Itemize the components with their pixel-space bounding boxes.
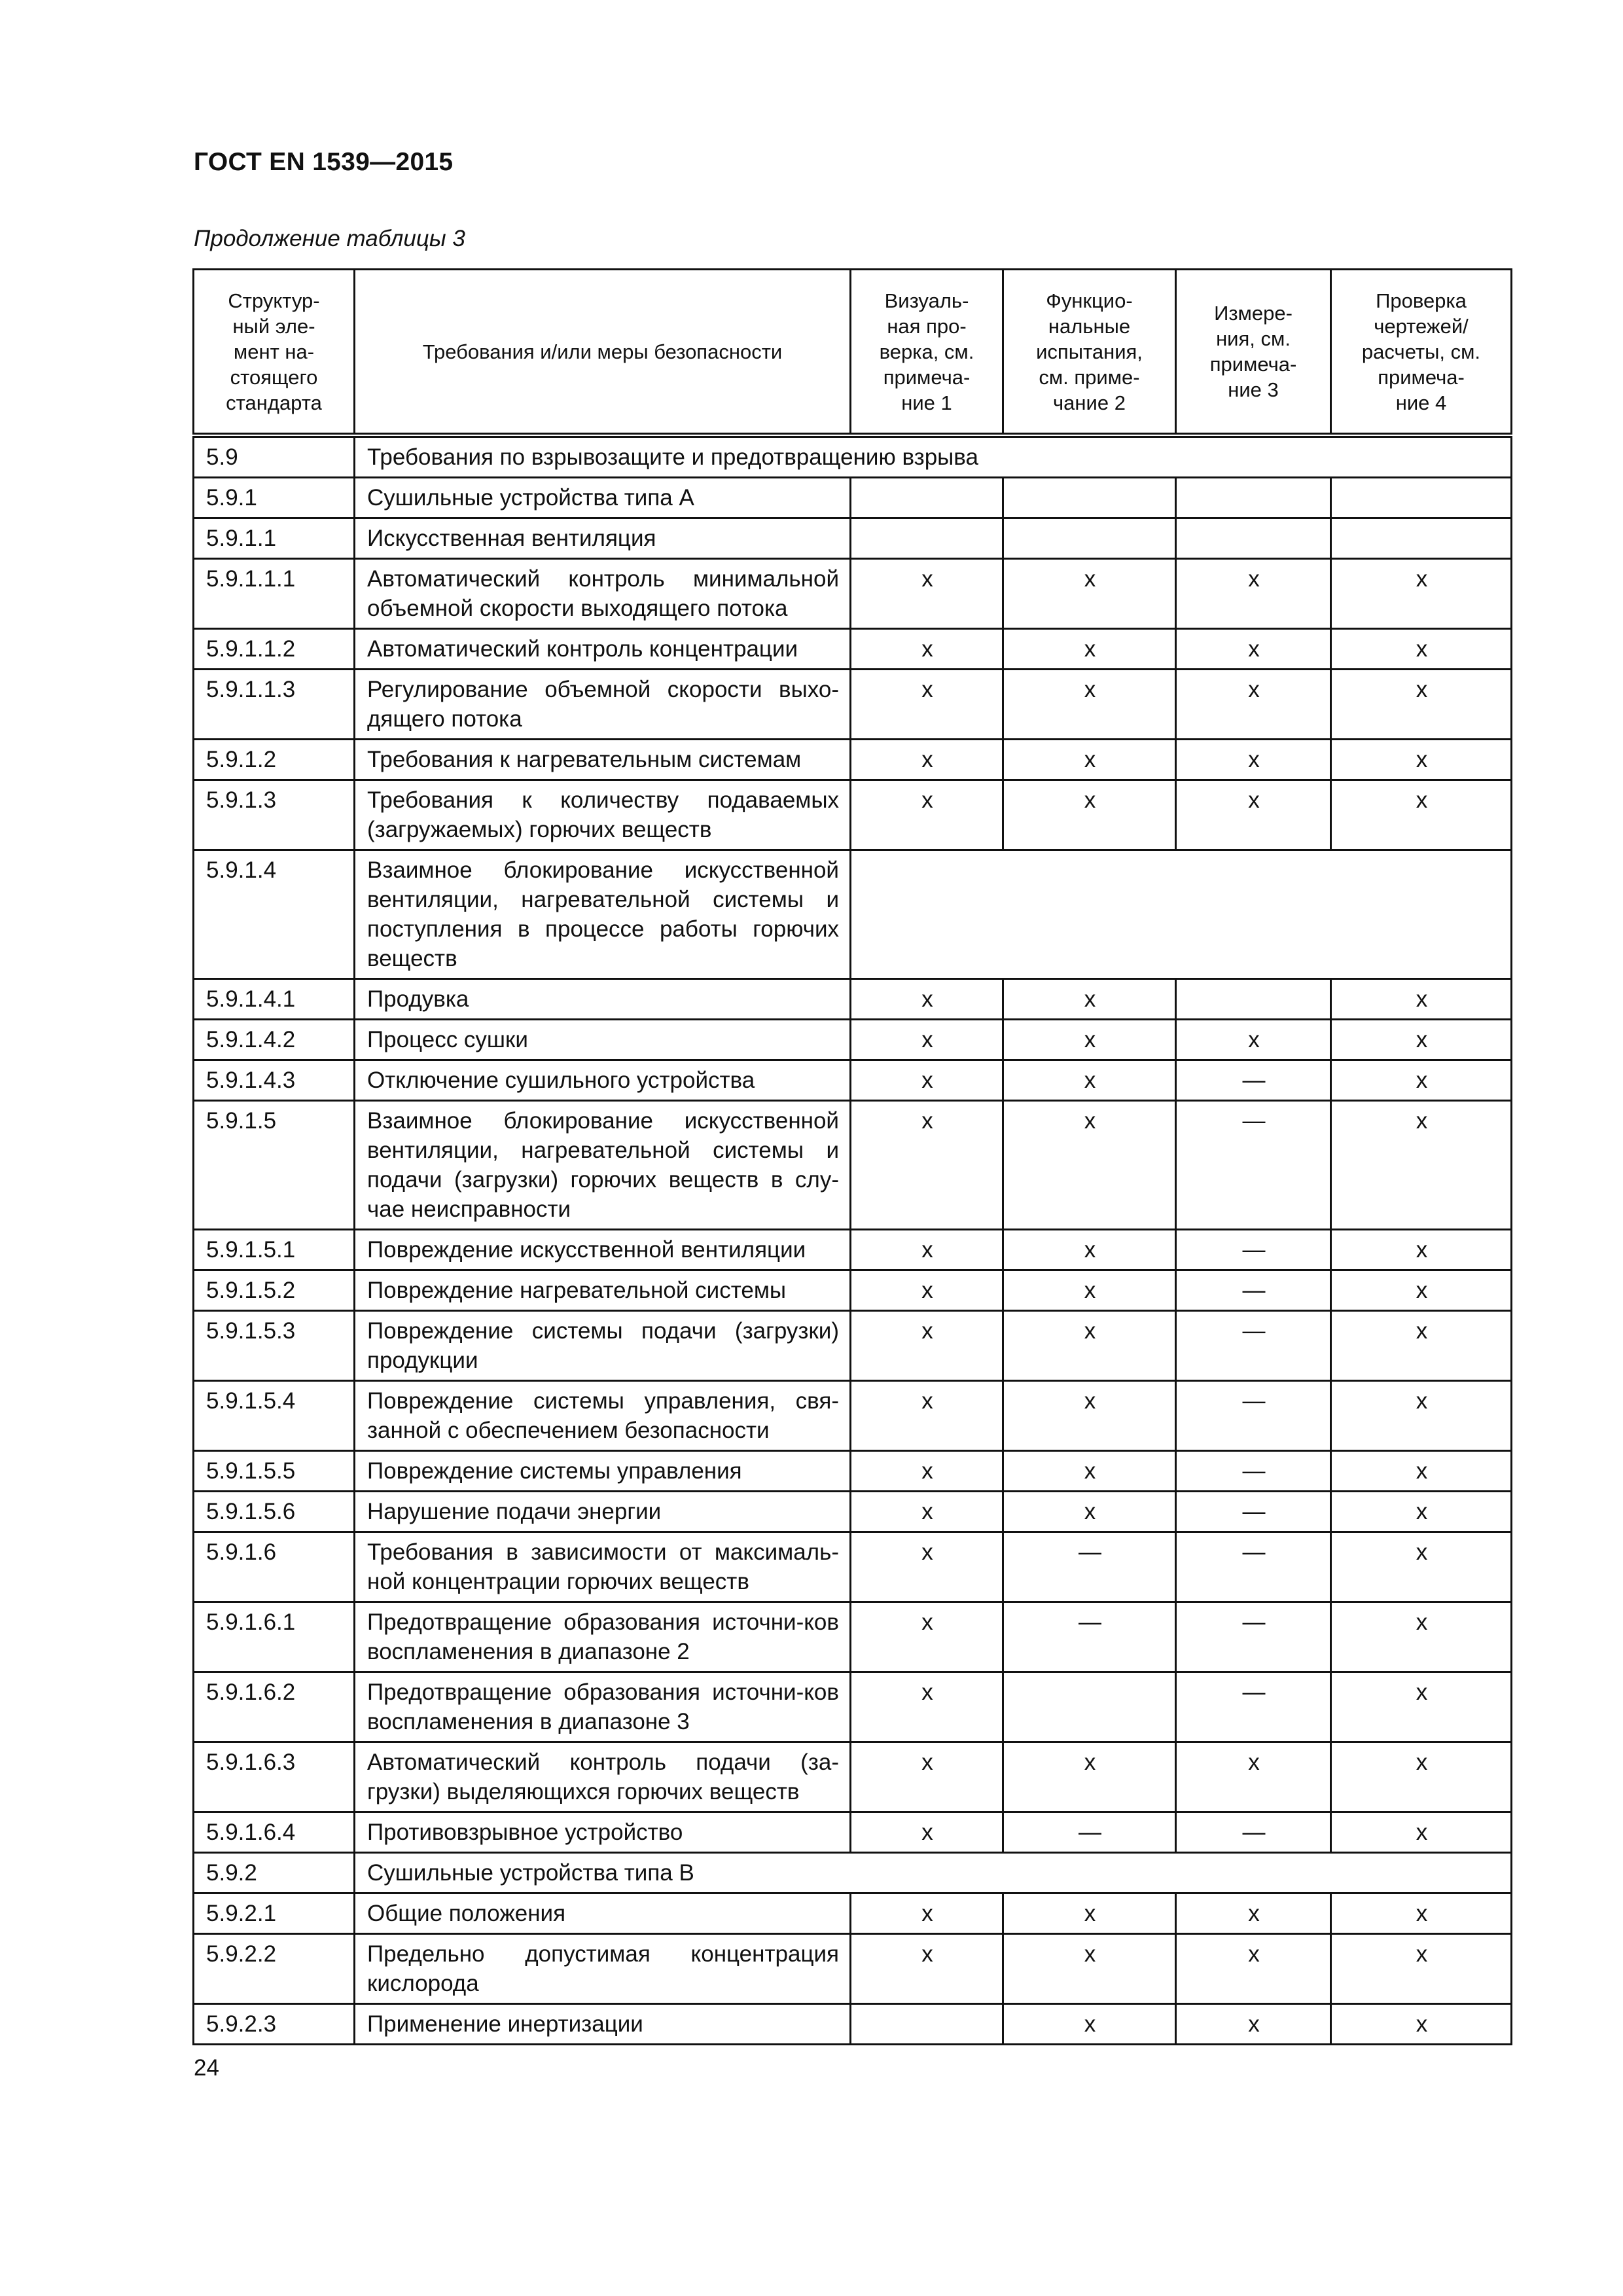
requirement-text: Противовзрывное устройство <box>355 1812 851 1853</box>
visual-check-mark: x <box>851 979 1003 1020</box>
drawing-check-mark: x <box>1331 1020 1512 1060</box>
requirement-text: Требования в зависимости от максималь-ной концентрации горючих веществ <box>355 1532 851 1602</box>
functional-test-mark: x <box>1003 1492 1176 1532</box>
requirement-text: Процесс сушки <box>355 1020 851 1060</box>
functional-test-mark: x <box>1003 1270 1176 1311</box>
visual-check-mark: x <box>851 1672 1003 1742</box>
clause-number: 5.9.1.4.1 <box>194 979 355 1020</box>
requirement-text: Предельно допустимая концентрация кислорода <box>355 1934 851 2004</box>
drawing-check-mark: x <box>1331 1672 1512 1742</box>
drawing-check-mark: x <box>1331 1311 1512 1381</box>
header-text-line: ный эле- <box>232 314 315 338</box>
drawing-check-mark: x <box>1331 629 1512 670</box>
header-text-line: Измере- <box>1214 302 1293 325</box>
header-measurements <box>1176 270 1331 436</box>
functional-test-mark: x <box>1003 979 1176 1020</box>
clause-number: 5.9.1.6.3 <box>194 1742 355 1812</box>
functional-test-mark: x <box>1003 740 1176 780</box>
visual-check-mark: x <box>851 1060 1003 1101</box>
header-text-line: см. приме- <box>1039 365 1140 389</box>
clause-number: 5.9.1.5.4 <box>194 1381 355 1451</box>
header-text-line: мент на- <box>233 340 315 363</box>
document-title: ГОСТ EN 1539—2015 <box>194 148 454 176</box>
functional-test-mark: x <box>1003 1934 1176 2004</box>
visual-check-mark: x <box>851 670 1003 740</box>
header-structural-element <box>194 270 355 436</box>
functional-test-mark: x <box>1003 780 1176 850</box>
functional-test-mark: x <box>1003 2004 1176 2045</box>
drawing-check-mark: x <box>1331 1934 1512 2004</box>
visual-check-mark: x <box>851 1230 1003 1270</box>
requirement-text: Повреждение системы управления, свя-занной с обеспечением безопасности <box>355 1381 851 1451</box>
requirement-text: Предотвращение образования источни-ков воспламенения в диапазоне 2 <box>355 1602 851 1672</box>
visual-check-mark: x <box>851 1532 1003 1602</box>
header-text-line: испытания, <box>1036 340 1143 363</box>
functional-test-mark: — <box>1003 1602 1176 1672</box>
table-row <box>194 478 1512 518</box>
drawing-check-mark <box>1331 478 1512 518</box>
drawing-check-mark: x <box>1331 1532 1512 1602</box>
functional-test-mark: x <box>1003 559 1176 629</box>
drawing-check-mark: x <box>1331 670 1512 740</box>
visual-check-mark: x <box>851 1492 1003 1532</box>
table-row <box>194 979 1512 1020</box>
table-row <box>194 1270 1512 1311</box>
table-row <box>194 2004 1512 2045</box>
merged-empty-cell <box>851 850 1512 979</box>
requirement-text: Повреждение системы подачи (загрузки) продукции <box>355 1311 851 1381</box>
visual-check-mark: x <box>851 1602 1003 1672</box>
measurement-mark <box>1176 478 1331 518</box>
table-row <box>194 1020 1512 1060</box>
clause-number: 5.9.1.4.3 <box>194 1060 355 1101</box>
functional-test-mark: x <box>1003 670 1176 740</box>
measurement-mark: — <box>1176 1672 1331 1742</box>
header-text-line: ние 4 <box>1395 391 1447 414</box>
table-row <box>194 629 1512 670</box>
header-text-line: Визуаль- <box>884 289 969 312</box>
functional-test-mark: x <box>1003 1451 1176 1492</box>
measurement-mark: — <box>1176 1270 1331 1311</box>
requirement-text: Сушильные устройства типа В <box>355 1853 1512 1893</box>
clause-number: 5.9.1.1.3 <box>194 670 355 740</box>
requirements-table <box>192 268 1512 2045</box>
clause-number: 5.9.2.1 <box>194 1893 355 1934</box>
clause-number: 5.9.1.5.2 <box>194 1270 355 1311</box>
header-text-line: расчеты, см. <box>1361 340 1481 363</box>
measurement-mark: x <box>1176 1893 1331 1934</box>
drawing-check-mark: x <box>1331 2004 1512 2045</box>
header-text-line: Проверка <box>1376 289 1467 312</box>
clause-number: 5.9.1.3 <box>194 780 355 850</box>
header-text-line: ние 1 <box>901 391 952 414</box>
table-row <box>194 1060 1512 1101</box>
drawing-check-mark: x <box>1331 1230 1512 1270</box>
clause-number: 5.9.1.5.3 <box>194 1311 355 1381</box>
requirement-text: Регулирование объемной скорости выхо-дящего потока <box>355 670 851 740</box>
clause-number: 5.9.2.2 <box>194 1934 355 2004</box>
table-row <box>194 850 1512 979</box>
visual-check-mark: x <box>851 1311 1003 1381</box>
drawing-check-mark: x <box>1331 1381 1512 1451</box>
table-row <box>194 1381 1512 1451</box>
table-row <box>194 1101 1512 1230</box>
visual-check-mark: x <box>851 1381 1003 1451</box>
visual-check-mark <box>851 2004 1003 2045</box>
header-text-line: чертежей/ <box>1374 314 1469 338</box>
measurement-mark: — <box>1176 1492 1331 1532</box>
measurement-mark: x <box>1176 1742 1331 1812</box>
table-caption: Продолжение таблицы 3 <box>194 226 465 251</box>
requirement-text: Автоматический контроль концентрации <box>355 629 851 670</box>
visual-check-mark: x <box>851 1270 1003 1311</box>
header-text-line: стоящего <box>230 365 318 389</box>
requirement-text: Автоматический контроль подачи (за-грузки) выделяющихся горючих веществ <box>355 1742 851 1812</box>
requirement-text: Взаимное блокирование искусственной вентиляции, нагревательной системы и подачи (загрузки) горючих веществ в слу-чае неисправности <box>355 1101 851 1230</box>
measurement-mark: x <box>1176 1020 1331 1060</box>
visual-check-mark: x <box>851 559 1003 629</box>
drawing-check-mark: x <box>1331 780 1512 850</box>
requirement-text: Автоматический контроль минимальной объемной скорости выходящего потока <box>355 559 851 629</box>
requirement-text: Нарушение подачи энергии <box>355 1492 851 1532</box>
requirement-text: Общие положения <box>355 1893 851 1934</box>
functional-test-mark <box>1003 518 1176 559</box>
table-row <box>194 1230 1512 1270</box>
table-row <box>194 518 1512 559</box>
drawing-check-mark: x <box>1331 1060 1512 1101</box>
table-row <box>194 1451 1512 1492</box>
header-text-line: ния, см. <box>1216 327 1291 350</box>
visual-check-mark: x <box>851 629 1003 670</box>
requirement-text: Повреждение системы управления <box>355 1451 851 1492</box>
clause-number: 5.9.1.4 <box>194 850 355 979</box>
header-visual-check <box>851 270 1003 436</box>
drawing-check-mark: x <box>1331 740 1512 780</box>
measurement-mark: — <box>1176 1381 1331 1451</box>
measurement-mark: x <box>1176 670 1331 740</box>
measurement-mark: — <box>1176 1060 1331 1101</box>
header-text-line: чание 2 <box>1053 391 1126 414</box>
clause-number: 5.9.2.3 <box>194 2004 355 2045</box>
header-text-line: примеча- <box>1378 365 1465 389</box>
table-row <box>194 740 1512 780</box>
functional-test-mark: x <box>1003 1893 1176 1934</box>
functional-test-mark: — <box>1003 1532 1176 1602</box>
measurement-mark: x <box>1176 1934 1331 2004</box>
requirement-text: Продувка <box>355 979 851 1020</box>
measurement-mark: — <box>1176 1451 1331 1492</box>
table-header-row <box>194 270 1512 436</box>
measurement-mark: x <box>1176 740 1331 780</box>
measurement-mark: x <box>1176 780 1331 850</box>
measurement-mark: — <box>1176 1602 1331 1672</box>
header-text-line: стандарта <box>226 391 322 414</box>
header-text-line: примеча- <box>883 365 971 389</box>
header-text-line: Структур- <box>228 289 320 312</box>
header-text-line: Функцио- <box>1046 289 1133 312</box>
requirement-text: Взаимное блокирование искусственной вентиляции, нагревательной системы и поступления в процессе работы горючих веществ <box>355 850 851 979</box>
page-number: 24 <box>194 2055 219 2081</box>
functional-test-mark: x <box>1003 1101 1176 1230</box>
table-row <box>194 1812 1512 1853</box>
header-text-line: примеча- <box>1209 353 1297 376</box>
functional-test-mark <box>1003 478 1176 518</box>
header-text-line: ние 3 <box>1228 378 1279 401</box>
table-row <box>194 1893 1512 1934</box>
table-row <box>194 1311 1512 1381</box>
table-row <box>194 1672 1512 1742</box>
clause-number: 5.9.1.2 <box>194 740 355 780</box>
table-row <box>194 1492 1512 1532</box>
visual-check-mark: x <box>851 1020 1003 1060</box>
measurement-mark <box>1176 979 1331 1020</box>
table-row <box>194 559 1512 629</box>
table-body <box>194 435 1512 2045</box>
header-requirements <box>355 270 851 436</box>
clause-number: 5.9.1.6.2 <box>194 1672 355 1742</box>
table-row <box>194 1853 1512 1893</box>
functional-test-mark <box>1003 1672 1176 1742</box>
table-row <box>194 1742 1512 1812</box>
requirement-text: Предотвращение образования источни-ков воспламенения в диапазоне 3 <box>355 1672 851 1742</box>
measurement-mark: — <box>1176 1812 1331 1853</box>
clause-number: 5.9.2 <box>194 1853 355 1893</box>
table-row <box>194 435 1512 478</box>
visual-check-mark: x <box>851 1451 1003 1492</box>
functional-test-mark: x <box>1003 1060 1176 1101</box>
functional-test-mark: x <box>1003 1020 1176 1060</box>
functional-test-mark: x <box>1003 1230 1176 1270</box>
clause-number: 5.9.1.6.1 <box>194 1602 355 1672</box>
drawing-check-mark: x <box>1331 979 1512 1020</box>
measurement-mark: — <box>1176 1311 1331 1381</box>
measurement-mark: — <box>1176 1101 1331 1230</box>
requirement-text: Сушильные устройства типа А <box>355 478 851 518</box>
drawing-check-mark: x <box>1331 1451 1512 1492</box>
header-text-line: Требования и/или меры безопасности <box>422 340 783 363</box>
visual-check-mark <box>851 518 1003 559</box>
visual-check-mark: x <box>851 740 1003 780</box>
clause-number: 5.9 <box>194 435 355 478</box>
drawing-check-mark: x <box>1331 1893 1512 1934</box>
functional-test-mark: — <box>1003 1812 1176 1853</box>
header-drawings-check <box>1331 270 1512 436</box>
clause-number: 5.9.1.1 <box>194 518 355 559</box>
requirement-text: Требования по взрывозащите и предотвращению взрыва <box>355 435 1512 478</box>
header-text-line: нальные <box>1048 314 1131 338</box>
functional-test-mark: x <box>1003 1311 1176 1381</box>
drawing-check-mark: x <box>1331 1270 1512 1311</box>
measurement-mark <box>1176 518 1331 559</box>
table-row <box>194 670 1512 740</box>
drawing-check-mark: x <box>1331 1742 1512 1812</box>
visual-check-mark: x <box>851 1893 1003 1934</box>
drawing-check-mark: x <box>1331 1101 1512 1230</box>
table-row <box>194 780 1512 850</box>
clause-number: 5.9.1 <box>194 478 355 518</box>
table-row <box>194 1934 1512 2004</box>
visual-check-mark: x <box>851 1101 1003 1230</box>
table-row <box>194 1532 1512 1602</box>
table-row <box>194 1602 1512 1672</box>
measurement-mark: — <box>1176 1532 1331 1602</box>
drawing-check-mark <box>1331 518 1512 559</box>
requirement-text: Отключение сушильного устройства <box>355 1060 851 1101</box>
functional-test-mark: x <box>1003 629 1176 670</box>
requirement-text: Требования к нагревательным системам <box>355 740 851 780</box>
drawing-check-mark: x <box>1331 1812 1512 1853</box>
requirement-text: Искусственная вентиляция <box>355 518 851 559</box>
clause-number: 5.9.1.5.5 <box>194 1451 355 1492</box>
visual-check-mark: x <box>851 1812 1003 1853</box>
visual-check-mark: x <box>851 1742 1003 1812</box>
clause-number: 5.9.1.6 <box>194 1532 355 1602</box>
visual-check-mark: x <box>851 780 1003 850</box>
header-text-line: верка, см. <box>879 340 974 363</box>
requirement-text: Повреждение нагревательной системы <box>355 1270 851 1311</box>
clause-number: 5.9.1.5.1 <box>194 1230 355 1270</box>
requirement-text: Требования к количеству подаваемых (загружаемых) горючих веществ <box>355 780 851 850</box>
clause-number: 5.9.1.6.4 <box>194 1812 355 1853</box>
header-text-line: ная про- <box>887 314 967 338</box>
requirement-text: Повреждение искусственной вентиляции <box>355 1230 851 1270</box>
header-functional-tests <box>1003 270 1176 436</box>
clause-number: 5.9.1.4.2 <box>194 1020 355 1060</box>
clause-number: 5.9.1.1.2 <box>194 629 355 670</box>
requirement-text: Применение инертизации <box>355 2004 851 2045</box>
drawing-check-mark: x <box>1331 559 1512 629</box>
functional-test-mark: x <box>1003 1742 1176 1812</box>
clause-number: 5.9.1.1.1 <box>194 559 355 629</box>
clause-number: 5.9.1.5.6 <box>194 1492 355 1532</box>
measurement-mark: — <box>1176 1230 1331 1270</box>
visual-check-mark <box>851 478 1003 518</box>
measurement-mark: x <box>1176 559 1331 629</box>
functional-test-mark: x <box>1003 1381 1176 1451</box>
drawing-check-mark: x <box>1331 1602 1512 1672</box>
visual-check-mark: x <box>851 1934 1003 2004</box>
clause-number: 5.9.1.5 <box>194 1101 355 1230</box>
drawing-check-mark: x <box>1331 1492 1512 1532</box>
measurement-mark: x <box>1176 629 1331 670</box>
measurement-mark: x <box>1176 2004 1331 2045</box>
